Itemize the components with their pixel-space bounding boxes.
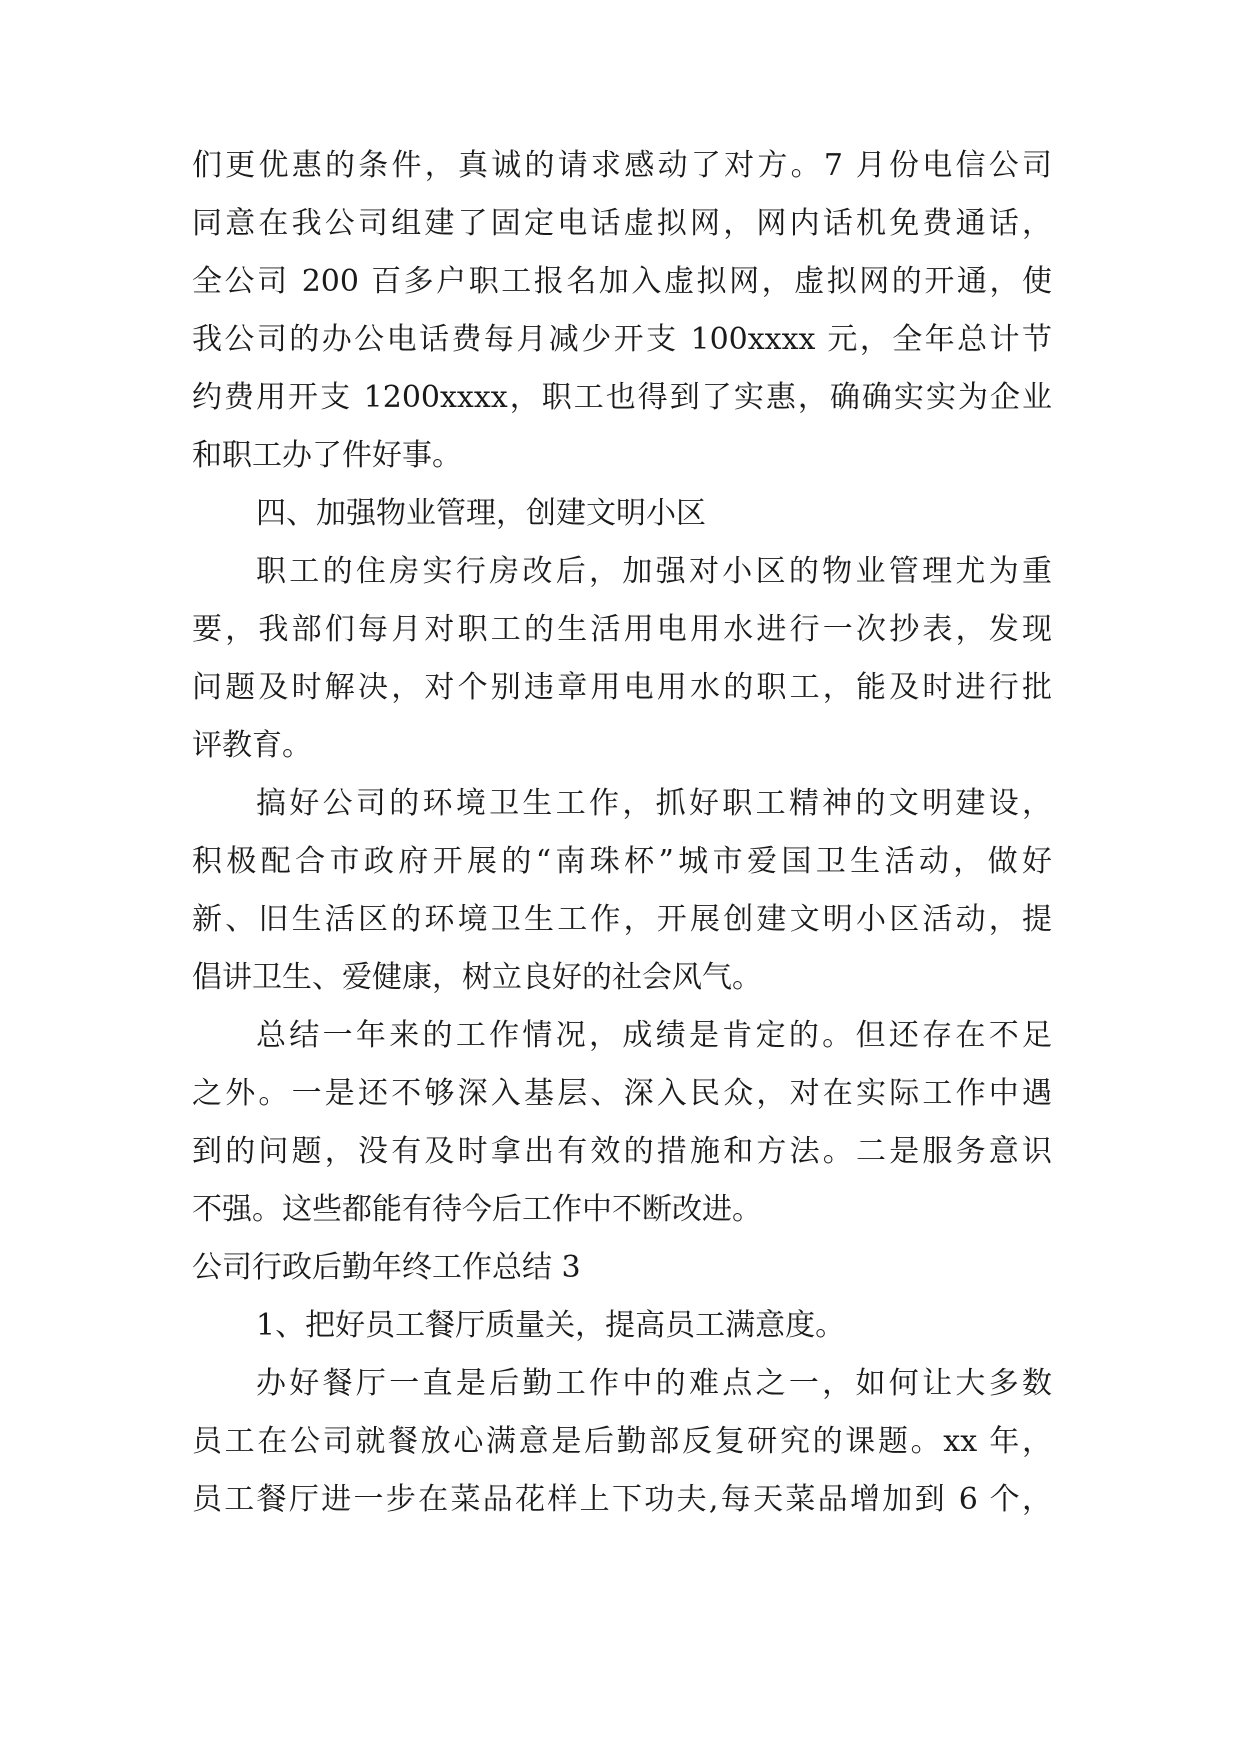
body-text-line: 职工的住房实行房改后，加强对小区的物业管理尤为重: [256, 554, 1052, 589]
section-heading: 1、把好员工餐厅质量关，提高员工满意度。: [256, 1308, 846, 1343]
body-text-line: 同意在我公司组建了固定电话虚拟网，网内话机免费通话，: [192, 206, 1052, 241]
body-text-line: 积极配合市政府开展的“南珠杯”城市爱国卫生活动，做好: [192, 844, 1052, 879]
body-text-line: 搞好公司的环境卫生工作，抓好职工精神的文明建设，: [256, 786, 1052, 821]
body-text-line: 们更优惠的条件，真诚的请求感动了对方。7 月份电信公司: [192, 148, 1052, 183]
body-text-line: 约费用开支 1200xxxx，职工也得到了实惠，确确实实为企业: [192, 380, 1052, 415]
body-text-line: 之外。一是还不够深入基层、深入民众，对在实际工作中遇: [192, 1076, 1052, 1111]
body-text-line: 员工餐厅进一步在菜品花样上下功夫,每天菜品增加到 6 个，: [192, 1482, 1052, 1517]
body-text-line: 全公司 200 百多户职工报名加入虚拟网，虚拟网的开通，使: [192, 264, 1052, 299]
section-heading: 四、加强物业管理，创建文明小区: [256, 496, 706, 531]
body-text-line: 新、旧生活区的环境卫生工作，开展创建文明小区活动，提: [192, 902, 1052, 937]
body-text-line: 不强。这些都能有待今后工作中不断改进。: [192, 1192, 762, 1227]
body-text-line: 和职工办了件好事。: [192, 438, 462, 473]
body-text-line: 问题及时解决，对个别违章用电用水的职工，能及时进行批: [192, 670, 1052, 705]
body-text-line: 总结一年来的工作情况，成绩是肯定的。但还存在不足: [256, 1018, 1052, 1053]
body-text-line: 到的问题，没有及时拿出有效的措施和方法。二是服务意识: [192, 1134, 1052, 1169]
body-text-line: 员工在公司就餐放心满意是后勤部反复研究的课题。xx 年，: [192, 1424, 1052, 1459]
body-text-line: 我公司的办公电话费每月减少开支 100xxxx 元，全年总计节: [192, 322, 1052, 357]
document-title: 公司行政后勤年终工作总结 3: [192, 1250, 581, 1285]
body-text-line: 倡讲卫生、爱健康，树立良好的社会风气。: [192, 960, 762, 995]
body-text-line: 要，我部们每月对职工的生活用电用水进行一次抄表，发现: [192, 612, 1052, 647]
body-text-line: 评教育。: [192, 728, 312, 763]
body-text-line: 办好餐厅一直是后勤工作中的难点之一，如何让大多数: [256, 1366, 1052, 1401]
